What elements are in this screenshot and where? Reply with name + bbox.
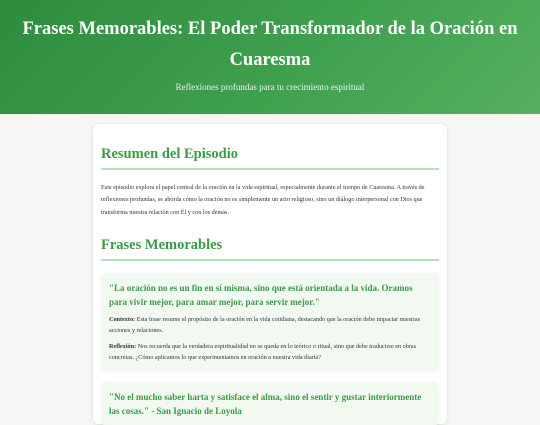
page-header: [0, 0, 540, 114]
summary-heading: Resumen del Episodio: [101, 146, 439, 170]
quote-text: "La oración no es un fin en sí misma, sino que está orientada a la vida. Oramos para vivir mejor, para amar mejor, para servir mejor.": [109, 282, 413, 308]
quote-card: [101, 273, 439, 370]
context-text: Esta frase resume el propósito de la oración en la vida cotidiana, destacando que la oración debe impactar nuestras acciones y relaciones.: [109, 315, 420, 335]
page-subtitle: Reflexiones profundas para tu crecimiento espiritual: [175, 82, 365, 92]
quote-context: [109, 314, 431, 337]
content-card: [93, 124, 447, 424]
context-label: Contexto:: [109, 315, 136, 323]
reflection-text: Nos recuerda que la verdadera espiritualidad no se queda en lo teórico o ritual, sino que debe traducirse en obras concretas. ¿Cómo aplicamos lo que experimentamos en oración a nuestra vida diaria?: [109, 342, 417, 362]
quotes-heading: Frases Memorables: [101, 237, 439, 261]
page-title: Frases Memorables: El Poder Transformador de la Oración en Cuaresma: [22, 19, 518, 70]
quote-card: [101, 382, 439, 425]
reflection-label: Reflexión:: [109, 342, 137, 350]
quote-reflection: [109, 341, 431, 364]
quote-text: "No el mucho saber harta y satisface el alma, sino el sentir y gustar interiormente las cosas." - San Ignacio de Loyola: [109, 391, 422, 417]
summary-text: Este episodio explora el papel central de la oración en la vida espiritual, especialmente durante el tiempo de Cuaresma. A través de reflexiones profundas, se aborda cómo la oración no es simplemente un acto religioso, sino un diálogo interpersonal con Dios que transforma nuestra relación con Él y con los demás.: [101, 184, 425, 216]
